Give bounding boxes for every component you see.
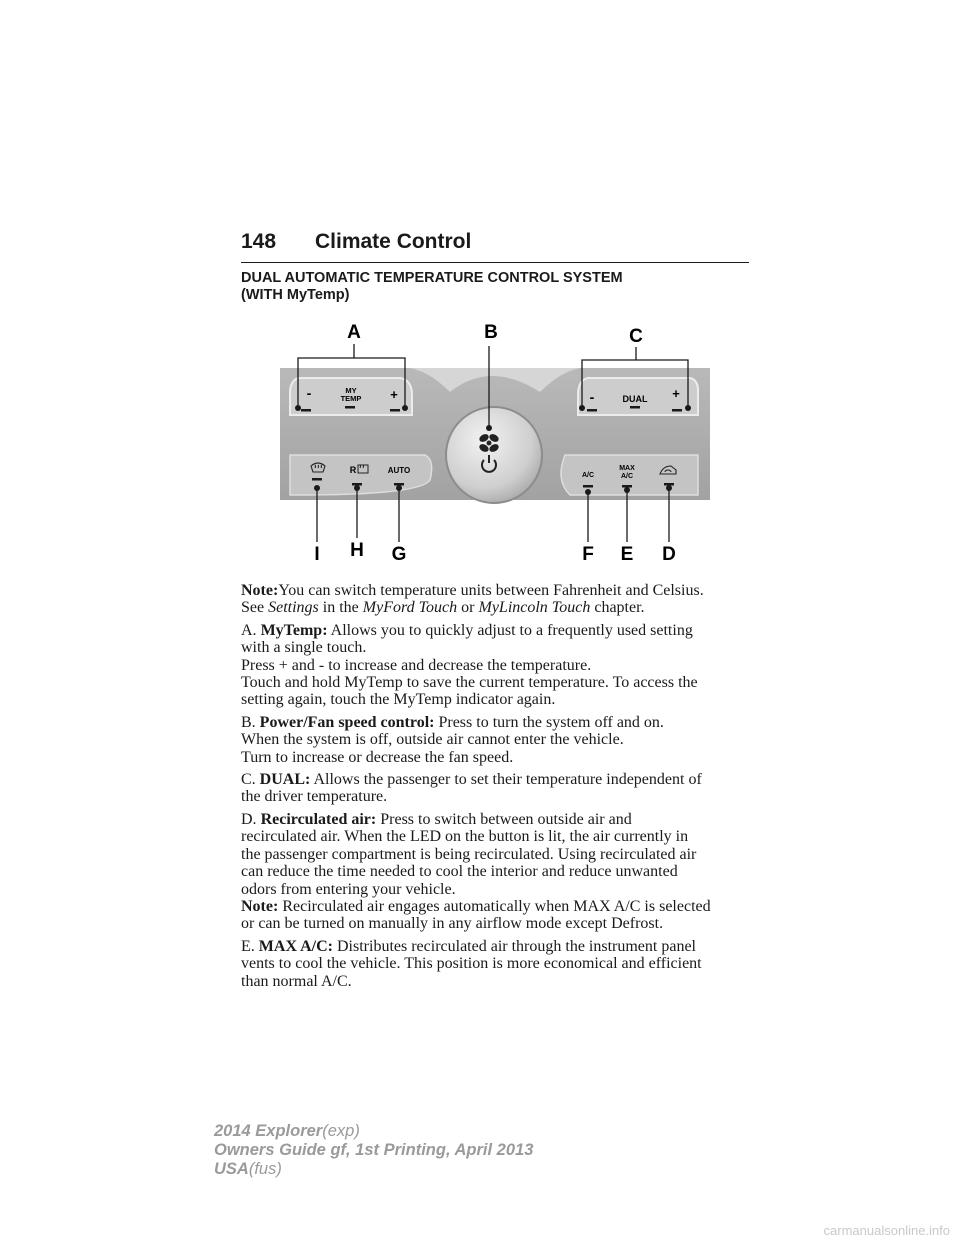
item-d-label: Recirculated air: <box>260 810 377 828</box>
item-d-line1: Press to switch between outside air and <box>376 810 632 828</box>
item-d-line2: recirculated air. When the LED on the button is lit, the air currently in <box>241 828 689 846</box>
footer-guide: Owners Guide gf, 1st Printing, April 2013 <box>214 1141 534 1159</box>
item-b-prefix: B. <box>241 713 260 731</box>
item-d-note-label: Note: <box>241 897 279 915</box>
item-a-label: MyTemp: <box>260 621 328 639</box>
item-d-line3: the passenger compartment is being recirculated. Using recirculated air <box>241 845 697 863</box>
item-d-note-line2: or can be turned on manually in any airflow mode except Defrost. <box>241 915 664 933</box>
page-footer <box>214 1122 533 1179</box>
auto-button[interactable]: AUTO <box>387 466 411 475</box>
item-d-line4: can reduce the time needed to cool the interior and reduce unwanted <box>241 863 678 881</box>
note-chapter: chapter. <box>590 599 645 617</box>
callout-h: H <box>350 540 364 561</box>
temp-up-left-button[interactable]: + <box>390 387 398 402</box>
section-heading-line1: DUAL AUTOMATIC TEMPERATURE CONTROL SYSTEM <box>241 270 623 286</box>
item-a-line3: Press + and - to increase and decrease the temperature. <box>241 656 592 674</box>
item-d-note-line1: Recirculated air engages automatically when MAX A/C is selected <box>278 897 711 915</box>
max-ac-label-line1: MAX <box>619 465 635 472</box>
footer-model: 2014 Explorer <box>214 1122 323 1140</box>
item-e-line1: Distributes recirculated air through the instrument panel <box>333 937 696 955</box>
item-d-line5: odors from entering your vehicle. <box>241 880 456 898</box>
callout-g: G <box>391 544 407 565</box>
note-paragraph <box>241 582 761 617</box>
callout-b: B <box>484 322 498 343</box>
item-c-prefix: C. <box>241 771 260 789</box>
mytemp-button[interactable]: TEMP <box>340 394 362 403</box>
item-b-label: Power/Fan speed control: <box>259 713 435 731</box>
note-settings: Settings <box>268 599 319 617</box>
item-e-label: MAX A/C: <box>258 937 333 955</box>
fan-power-knob[interactable] <box>446 407 542 503</box>
footer-market-code: (fus) <box>248 1160 282 1178</box>
item-c-line2: the driver temperature. <box>241 788 388 806</box>
item-b-paragraph <box>241 714 761 766</box>
item-a-prefix: A. <box>241 621 261 639</box>
climate-control-panel-figure <box>270 320 720 570</box>
item-e-line3: than normal A/C. <box>241 972 352 990</box>
temp-down-left-button[interactable]: - <box>306 385 312 401</box>
item-a-line4: Touch and hold MyTemp to save the current temperature. To access the <box>241 674 698 692</box>
note-in-the: in the <box>318 599 363 617</box>
item-e-line2: vents to cool the vehicle. This position is more economical and efficient <box>241 955 702 973</box>
callout-a: A <box>347 322 361 343</box>
callout-i: I <box>314 544 320 565</box>
callout-d: D <box>662 544 676 565</box>
section-heading <box>241 270 761 304</box>
item-e-paragraph <box>241 938 761 990</box>
item-c-line1: Allows the passenger to set their temperature independent of <box>310 771 702 789</box>
item-e-prefix: E. <box>241 937 259 955</box>
item-b-line3: Turn to increase or decrease the fan speed. <box>241 748 514 766</box>
footer-model-code: (exp) <box>322 1122 360 1140</box>
chapter-title: Climate Control <box>315 230 472 253</box>
note-or: or <box>457 599 479 617</box>
note-mylincoln: MyLincoln Touch <box>478 599 591 617</box>
footer-market: USA <box>214 1160 249 1178</box>
page-header <box>241 228 749 263</box>
note-myford: MyFord Touch <box>362 599 458 617</box>
page-number: 148 <box>241 230 277 253</box>
item-c-label: DUAL: <box>259 771 311 789</box>
callout-f: F <box>582 544 594 565</box>
watermark: carmanualsonline.info <box>823 1223 950 1238</box>
item-a-paragraph <box>241 622 761 709</box>
rear-defrost-button[interactable]: R <box>349 465 357 475</box>
item-b-line2: When the system is off, outside air cannot enter the vehicle. <box>241 731 624 749</box>
item-a-line5: setting again, touch the MyTemp indicator again. <box>241 691 556 709</box>
item-d-paragraph <box>241 811 761 933</box>
left-lower-bezel <box>290 455 432 495</box>
item-c-paragraph <box>241 771 761 806</box>
body-text <box>241 582 761 995</box>
max-ac-button[interactable]: A/C <box>620 473 634 480</box>
note-line1: You can switch temperature units between Fahrenheit and Celsius. <box>278 582 704 599</box>
item-d-prefix: D. <box>241 810 261 828</box>
mytemp-label-line1: MY <box>345 386 357 395</box>
item-a-line2: with a single touch. <box>241 639 367 657</box>
ac-button[interactable]: A/C <box>581 472 595 479</box>
note-label: Note: <box>241 582 279 599</box>
item-b-line1: Press to turn the system off and on. <box>434 713 664 731</box>
callout-e: E <box>620 544 634 565</box>
item-a-line1: Allows you to quickly adjust to a frequently used setting <box>327 621 693 639</box>
climate-panel-illustration <box>270 320 720 570</box>
temp-up-right-button[interactable]: + <box>672 386 680 401</box>
temp-down-right-button[interactable]: - <box>589 389 595 405</box>
dual-button[interactable]: DUAL <box>622 394 648 404</box>
note-see: See <box>241 599 269 617</box>
callout-c: C <box>629 326 643 347</box>
section-heading-line2: (WITH MyTemp) <box>241 287 350 303</box>
